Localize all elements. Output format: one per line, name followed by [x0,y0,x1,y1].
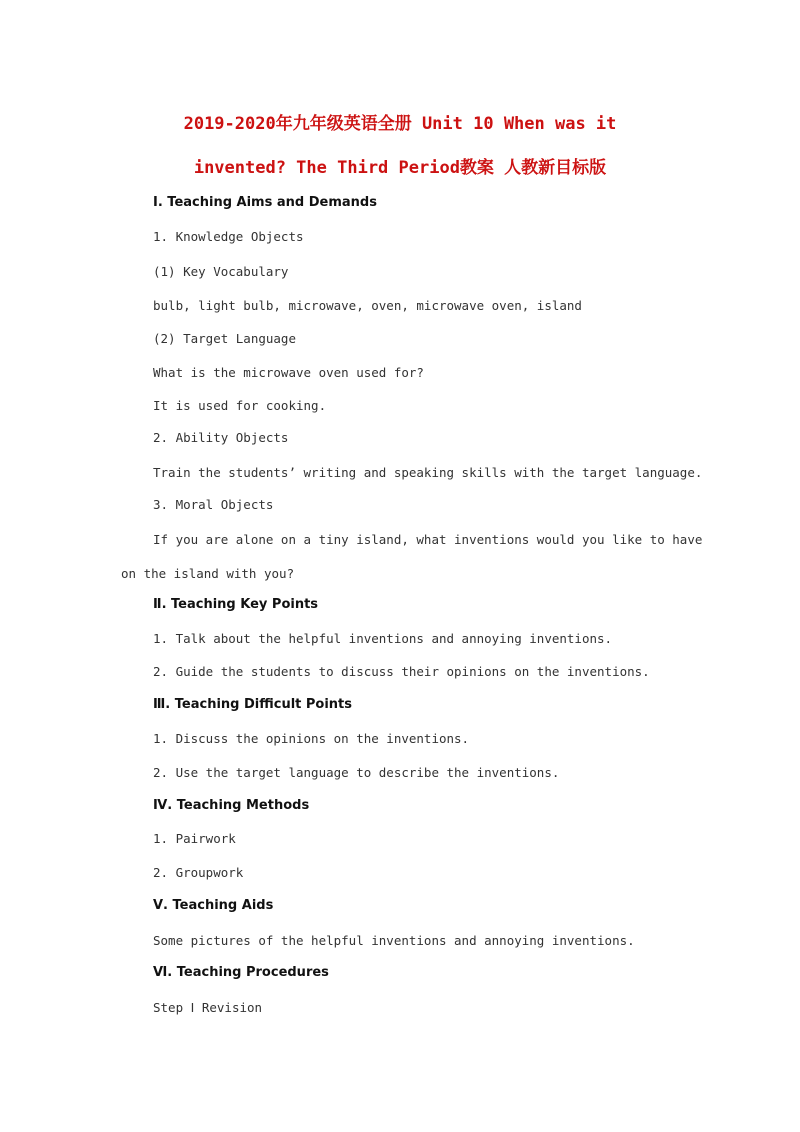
method-item: 1. Pairwork [153,831,236,846]
section-heading-aids: Ⅴ. Teaching Aids [153,898,274,913]
procedure-step: Step Ⅰ Revision [153,1000,263,1015]
difficult-point-item: 1. Discuss the opinions on the inventions. [153,731,470,746]
moral-objects-text-line-2: on the island with you? [121,566,295,581]
key-point-item: 1. Talk about the helpful inventions and annoying inventions. [153,631,613,646]
moral-objects-text-line-1: If you are alone on a tiny island, what inventions would you like to have [153,532,703,547]
section-heading-procedures: Ⅵ. Teaching Procedures [153,965,329,980]
key-vocabulary-label: (1) Key Vocabulary [153,264,289,279]
target-language-answer: It is used for cooking. [153,398,327,413]
ability-objects-text: Train the students’ writing and speaking skills with the target language. [153,465,703,480]
section-heading-methods: Ⅳ. Teaching Methods [153,798,310,813]
section-heading-aims: Ⅰ. Teaching Aims and Demands [153,195,377,210]
document-title-line-1: 2019-2020年九年级英语全册 Unit 10 When was it [183,114,617,134]
key-point-item: 2. Guide the students to discuss their opinions on the inventions. [153,664,650,679]
knowledge-objects-label: 1. Knowledge Objects [153,229,304,244]
method-item: 2. Groupwork [153,865,244,880]
target-language-label: (2) Target Language [153,331,296,346]
section-heading-difficult-points: Ⅲ. Teaching Difficult Points [153,697,353,712]
target-language-question: What is the microwave oven used for? [153,365,424,380]
section-heading-key-points: Ⅱ. Teaching Key Points [153,597,319,612]
aids-text: Some pictures of the helpful inventions and annoying inventions. [153,933,635,948]
difficult-point-item: 2. Use the target language to describe the inventions. [153,765,560,780]
key-vocabulary-words: bulb, light bulb, microwave, oven, microwave oven, island [153,298,582,313]
moral-objects-label: 3. Moral Objects [153,497,274,512]
document-title-line-2: invented? The Third Period教案 人教新目标版 [193,158,607,178]
ability-objects-label: 2. Ability Objects [153,430,289,445]
